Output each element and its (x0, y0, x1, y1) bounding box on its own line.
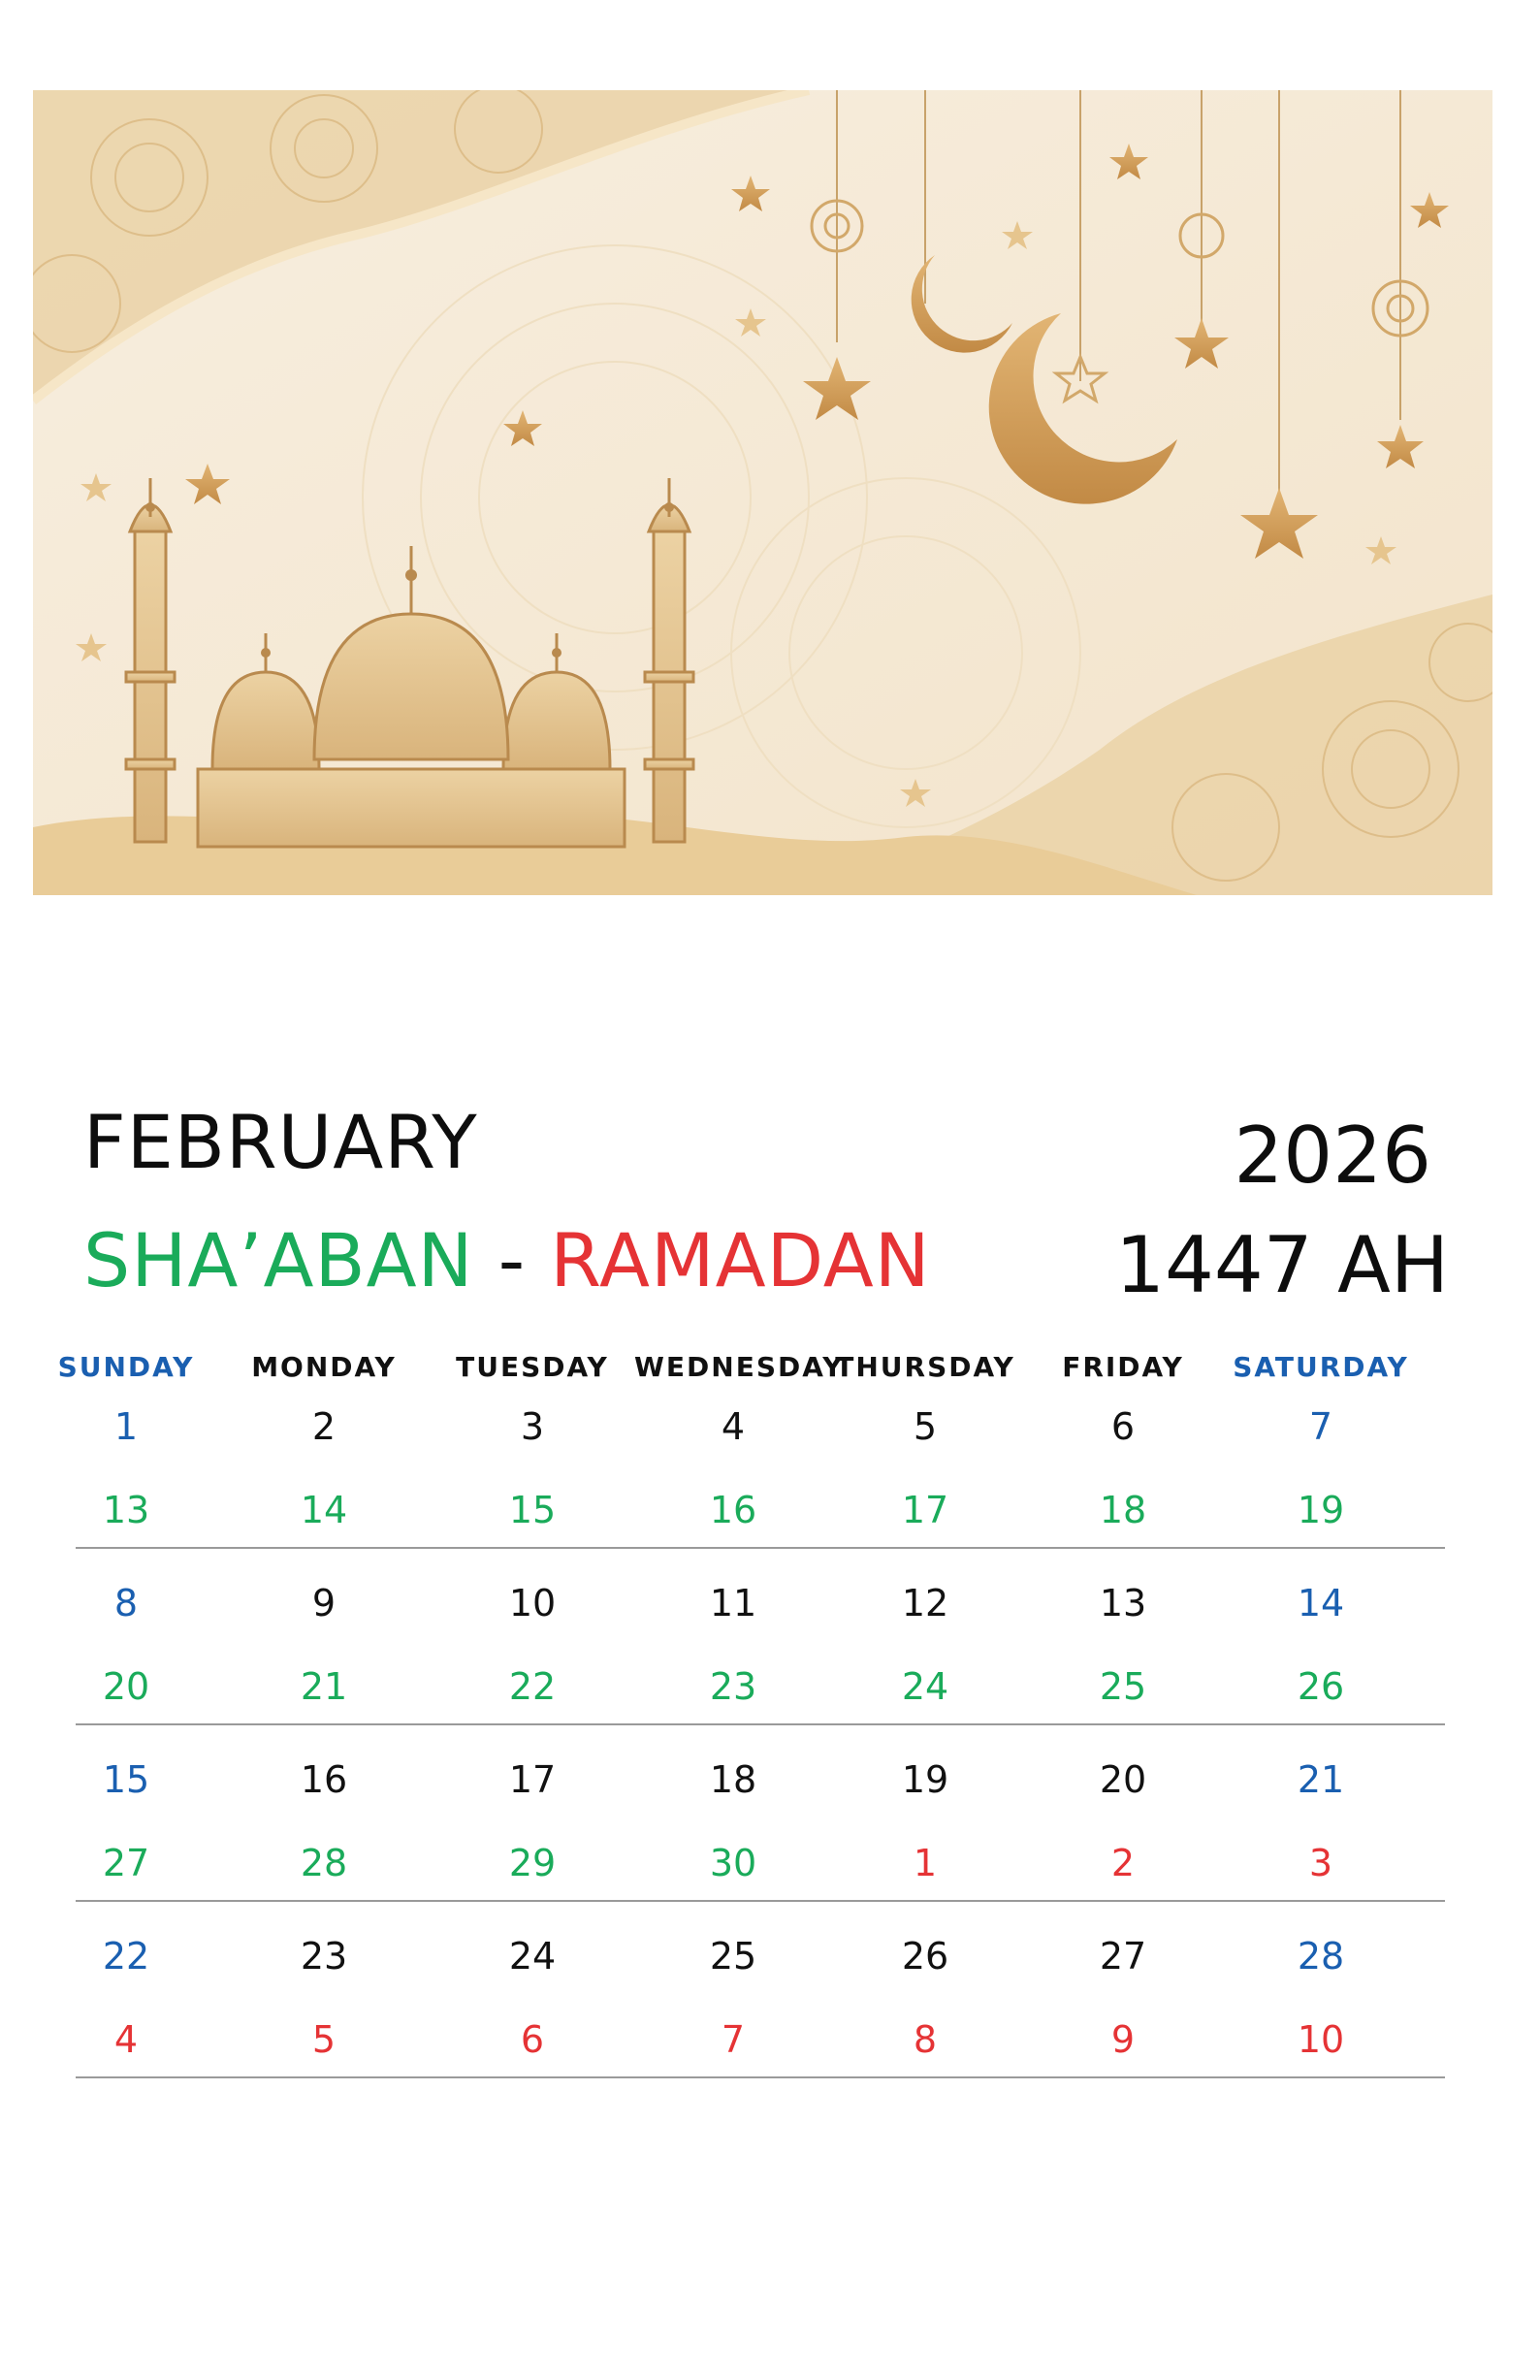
gregorian-day: 19 (901, 1758, 949, 1801)
hijri-day: 6 (520, 2018, 545, 2061)
gregorian-day: 21 (1297, 1758, 1345, 1801)
hijri-day: 13 (102, 1489, 150, 1531)
gregorian-day: 12 (901, 1582, 949, 1624)
hijri-day: 10 (1297, 2018, 1345, 2061)
hijri-day: 14 (300, 1489, 348, 1531)
calendar-grid (57, 1351, 1445, 2078)
gregorian-day: 15 (102, 1758, 150, 1801)
week-row (76, 1725, 1445, 1902)
gregorian-day: 22 (102, 1935, 150, 1978)
hijri-day: 23 (709, 1665, 757, 1708)
gregorian-day: 9 (311, 1582, 337, 1624)
hijri-months-title (83, 1217, 931, 1303)
gregorian-day: 3 (520, 1405, 545, 1448)
hijri-month-separator: - (497, 1217, 527, 1303)
gregorian-day: 4 (721, 1405, 746, 1448)
gregorian-day: 2 (311, 1405, 337, 1448)
weekday-tuesday: TUESDAY (456, 1351, 609, 1383)
gregorian-day: 23 (300, 1935, 348, 1978)
weekday-thursday: THURSDAY (835, 1351, 1015, 1383)
hijri-month-shaaban: SHA’ABAN (83, 1217, 474, 1303)
gregorian-day: 8 (113, 1582, 139, 1624)
hijri-day: 30 (709, 1842, 757, 1884)
weekday-sunday: SUNDAY (57, 1351, 195, 1383)
hijri-day: 15 (508, 1489, 557, 1531)
gregorian-day: 13 (1099, 1582, 1147, 1624)
gregorian-day: 10 (508, 1582, 557, 1624)
gregorian-day: 7 (1308, 1405, 1333, 1448)
year-title: 2026 (1234, 1110, 1431, 1201)
week-row (76, 1549, 1445, 1725)
gregorian-day: 20 (1099, 1758, 1147, 1801)
gregorian-day: 16 (300, 1758, 348, 1801)
hijri-day: 2 (1110, 1842, 1136, 1884)
gregorian-day: 1 (113, 1405, 139, 1448)
hijri-day: 28 (300, 1842, 348, 1884)
hijri-day: 7 (721, 2018, 746, 2061)
gregorian-day: 26 (901, 1935, 949, 1978)
hijri-day: 16 (709, 1489, 757, 1531)
hijri-day: 3 (1308, 1842, 1333, 1884)
gregorian-day: 27 (1099, 1935, 1147, 1978)
month-title: FEBRUARY (83, 1099, 478, 1185)
calendar-weeks (76, 1405, 1445, 2078)
weekday-wednesday: WEDNESDAY (634, 1351, 845, 1383)
hijri-day: 18 (1099, 1489, 1147, 1531)
weekday-saturday: SATURDAY (1233, 1351, 1409, 1383)
gregorian-day: 18 (709, 1758, 757, 1801)
week-row (76, 1405, 1445, 1549)
weekday-monday: MONDAY (251, 1351, 397, 1383)
gregorian-day: 28 (1297, 1935, 1345, 1978)
hijri-day: 5 (311, 2018, 337, 2061)
hijri-day: 22 (508, 1665, 557, 1708)
hijri-day: 27 (102, 1842, 150, 1884)
hijri-year-title: 1447 AH (1115, 1220, 1449, 1310)
week-row (76, 1902, 1445, 2078)
weekday-header-row (57, 1351, 1445, 1405)
weekday-friday: FRIDAY (1062, 1351, 1184, 1383)
hijri-day: 20 (102, 1665, 150, 1708)
gregorian-day: 5 (913, 1405, 938, 1448)
hijri-day: 17 (901, 1489, 949, 1531)
gregorian-day: 25 (709, 1935, 757, 1978)
hijri-day: 4 (113, 2018, 139, 2061)
hijri-day: 9 (1110, 2018, 1136, 2061)
gregorian-day: 14 (1297, 1582, 1345, 1624)
hijri-day: 1 (913, 1842, 938, 1884)
gregorian-day: 24 (508, 1935, 557, 1978)
hijri-day: 29 (508, 1842, 557, 1884)
hijri-day: 26 (1297, 1665, 1345, 1708)
gregorian-day: 6 (1110, 1405, 1136, 1448)
gregorian-day: 17 (508, 1758, 557, 1801)
ramadan-banner-illustration (33, 90, 1492, 895)
hijri-day: 21 (300, 1665, 348, 1708)
hijri-day: 8 (913, 2018, 938, 2061)
hijri-day: 24 (901, 1665, 949, 1708)
hijri-month-ramadan: RAMADAN (550, 1217, 931, 1303)
gregorian-day: 11 (709, 1582, 757, 1624)
hijri-day: 19 (1297, 1489, 1345, 1531)
hijri-day: 25 (1099, 1665, 1147, 1708)
